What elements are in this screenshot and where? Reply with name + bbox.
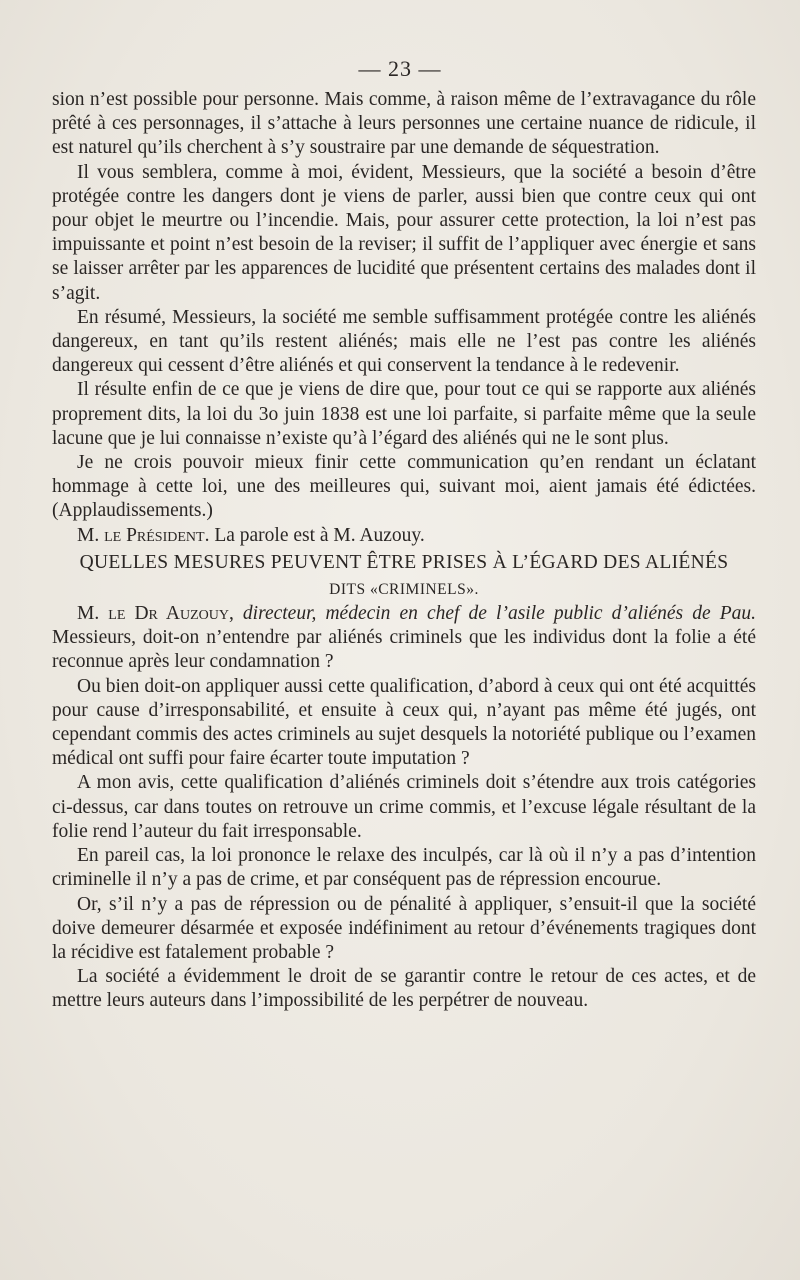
intro-text: Messieurs, doit-on n’entendre par aliénés criminels que les individus dont la folie a été reconnue après leur condamnation ? [52,627,756,673]
paragraph: sion n’est possible pour personne. Mais comme, à raison même de l’extravagance du rôle prêté à ces personnages, il s’attache à leurs personnes une certaine nuance de ridicule, il est naturel qu’ils cherchent à s’y soustraire par une demande de séquestration. [52,89,756,159]
president-line [52,524,756,548]
auzouy-intro [52,602,756,675]
paragraph: En résumé, Messieurs, la société me semble suffisamment protégée contre les aliénés dangereux, en tant qu’ils restent aliénés; mais elle ne l’est pas contre les aliénés dangereux qui cessent d’être aliénés et qui conservent la tendance à le redevenir. [52,306,756,377]
speaker-auzouy: M. le Dr Auzouy, [77,603,234,625]
paragraph: La société a évidemment le droit de se garantir contre le retour de ces actes, et de mettre leurs auteurs dans l’impossibilité de les perpétrer de nouveau. [52,966,756,1012]
body-text [52,88,756,1014]
section-heading: QUELLES MESURES PEUVENT ÊTRE PRISES À L’ÉGARD DES ALIÉNÉS [79,551,729,573]
speaker-president: M. le Président. [77,524,210,546]
president-text: La parole est à M. Auzouy. [214,524,425,546]
speaker-title: directeur, médecin en chef de l’asile public d’aliénés de Pau. [242,603,756,625]
paragraph: A mon avis, cette qualification d’aliénés criminels doit s’étendre aux trois catégories ci-dessus, car dans toutes on retrouve un crime commis, et l’excuse légale résultant de la folie rend l’auteur du fait irresponsable. [52,772,756,842]
paragraph: Il résulte enfin de ce que je viens de dire que, pour tout ce qui se rapporte aux aliénés proprement dits, la loi du 3o juin 1838 est une loi parfaite, si parfaite même que la seule lacune que je lui connaisse n’existe qu’à l’égard des aliénés qui ne le sont plus. [52,379,756,449]
paragraph: En pareil cas, la loi prononce le relaxe des inculpés, car là où il n’y a pas d’intention criminelle il n’y a pas de crime, et par conséquent pas de répression encourue. [52,845,756,891]
paragraph: Or, s’il n’y a pas de répression ou de pénalité à appliquer, s’ensuit-il que la société doive demeurer désarmée et exposée indéfiniment au retour d’événements tragiques dont la récidive est fatalement probable ? [52,893,756,963]
page-number: — 23 — [358,56,442,81]
paragraph: Ou bien doit-on appliquer aussi cette qualification, d’abord à ceux qui ont été acquittés pour cause d’irresponsabilité, et ensuite à ceux qui, n’ayant pas même été jugés, ont cependant commis des actes criminels au sujet desquels la notoriété publique ou l’examen médical ont suffi pour faire écarter toute imputation ? [52,675,756,770]
paragraph: Je ne crois pouvoir mieux finir cette communication qu’en rendant un éclatant hommage à cette loi, une des meilleures qui, suivant moi, aient jamais été édictées. (Applaudissements.) [52,452,756,522]
paragraph: Il vous semblera, comme à moi, évident, Messieurs, que la société a besoin d’être protégée contre les dangers dont je viens de parler, aussi bien que contre ceux qui ont pour objet le meurtre ou l’incendie. Mais, pour assurer cette protection, la loi n’est pas impuissante et point n’est besoin de la reviser; il suffit de l’appliquer avec énergie et sans se laisser arrêter par les apparences de lucidité que présentent certains des malades dont il s’agit. [52,161,756,304]
section-subheading: DITS «CRIMINELS». [329,580,479,598]
